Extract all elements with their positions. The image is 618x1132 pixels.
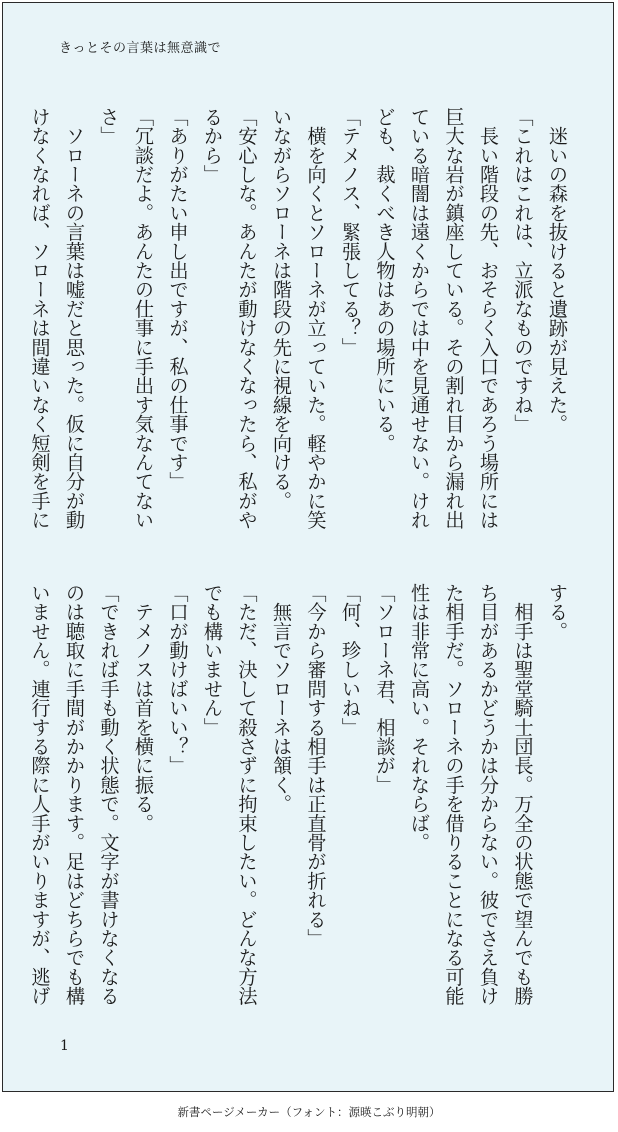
text-column: 相手は聖堂騎士団長。万全の状態で望んでも勝 (511, 583, 535, 1006)
text-column: いながらソローネは階段の先に視線を向ける。 (270, 107, 293, 511)
generator-credit: 新書ページメーカー（フォント：源暎こぶり明朝） (177, 1105, 441, 1119)
lower-text-block (28, 583, 574, 1015)
page-number: 1 (60, 1038, 69, 1054)
text-column: 「これはこれは、立派なものですね」 (511, 107, 535, 434)
text-column: 横を向くとソローネが立っていた。軽やかに笑 (304, 107, 328, 530)
text-column: 「口が動けばいい？」 (166, 583, 190, 775)
text-column: 「テメノス、緊張してる？」 (339, 107, 362, 357)
page-header-title: きっとその言葉は無意識で (59, 41, 222, 56)
text-column: ている暗闇は遠くからでは中を見通せない。けれ (408, 107, 431, 530)
text-column: ち目があるかどうかは分からない。彼でさえ負け (477, 583, 500, 1006)
text-column: 無言でソローネは頷く。 (270, 583, 293, 814)
text-column: テメノスは首を横に振る。 (132, 583, 155, 833)
text-column: 「今から審問する相手は正直骨が折れる」 (304, 583, 328, 948)
text-column: いません。連行する際に人手がいりますが、逃げ (28, 583, 52, 1006)
text-column: ども、裁くべき人物はあの場所にいる。 (373, 107, 397, 453)
text-column: 「安心しな。あんたが動けなくなったら、私がや (235, 107, 259, 530)
text-column: 「ソローネ君、相談が」 (373, 583, 397, 795)
text-column: 長い階段の先、おそらく入口であろう場所には (477, 107, 500, 530)
text-column: のは聴取に手間がかかります。足はどちらでも構 (63, 583, 86, 1006)
book-page (2, 2, 614, 1092)
text-column: 迷いの森を抜けると遺跡が見えた。 (546, 107, 569, 434)
upper-text-block (28, 107, 574, 539)
text-column: 「できれば手も動く状態で。文字が書けなくなる (97, 583, 121, 1006)
text-column: さ」 (97, 107, 121, 146)
text-column: でも構いません」 (201, 583, 224, 737)
text-column: する。 (546, 583, 569, 641)
text-column: 性は非常に高い。それならば。 (408, 583, 431, 852)
text-column: 巨大な岩が鎮座している。その割れ目から漏れ出 (442, 107, 466, 530)
text-column: けなくなれば、ソローネは間違いなく短剣を手に (28, 107, 52, 530)
text-column: ソローネの言葉は嘘だと思った。仮に自分が動 (63, 107, 86, 530)
text-column: 「何、珍しいね」 (339, 583, 362, 737)
text-column: た相手だ。ソローネの手を借りることになる可能 (442, 583, 466, 1006)
text-column: 「ありがたい申し出ですが、私の仕事です」 (166, 107, 190, 491)
text-column: るから」 (201, 107, 224, 184)
text-column: 「ただ、決して殺さずに拘束したい。どんな方法 (235, 583, 259, 1006)
text-column: 「冗談だよ。あんたの仕事に手出す気なんてない (132, 107, 155, 530)
